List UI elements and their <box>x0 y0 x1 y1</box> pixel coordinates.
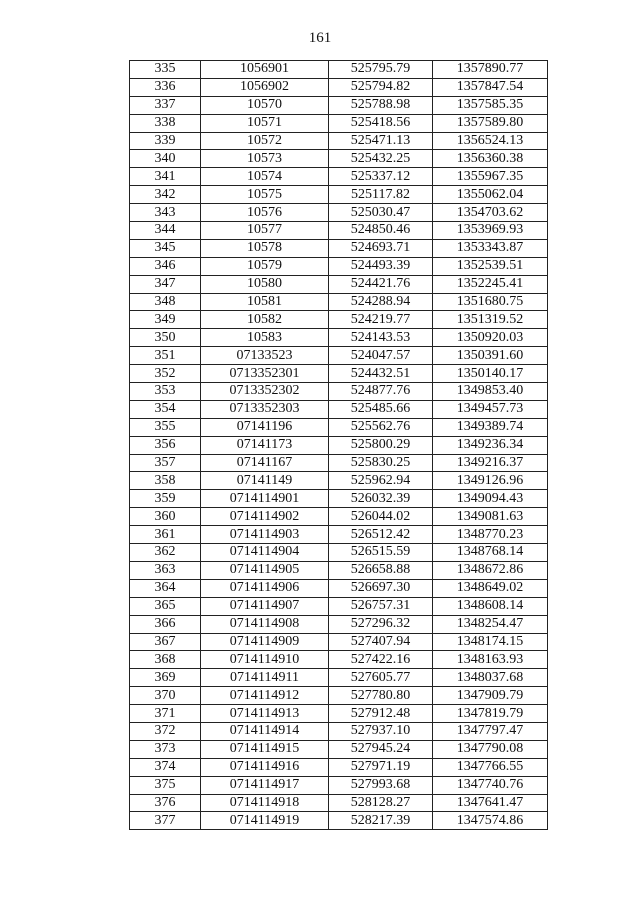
point-id-cell: 0714114919 <box>201 812 329 830</box>
table-row <box>130 365 548 383</box>
y-coordinate-cell: 1348672.86 <box>433 561 548 579</box>
point-id-cell: 1056902 <box>201 78 329 96</box>
table-row <box>130 400 548 418</box>
row-number-cell: 354 <box>130 400 201 418</box>
x-coordinate-cell: 524693.71 <box>329 239 433 257</box>
x-coordinate-cell: 525432.25 <box>329 150 433 168</box>
y-coordinate-cell: 1348649.02 <box>433 579 548 597</box>
point-id-cell: 0714114901 <box>201 490 329 508</box>
table-row <box>130 96 548 114</box>
point-id-cell: 0714114910 <box>201 651 329 669</box>
x-coordinate-cell: 526512.42 <box>329 526 433 544</box>
x-coordinate-cell: 527945.24 <box>329 740 433 758</box>
x-coordinate-cell: 525418.56 <box>329 114 433 132</box>
x-coordinate-cell: 527912.48 <box>329 705 433 723</box>
x-coordinate-cell: 528128.27 <box>329 794 433 812</box>
y-coordinate-cell: 1356360.38 <box>433 150 548 168</box>
x-coordinate-cell: 524288.94 <box>329 293 433 311</box>
table-row <box>130 204 548 222</box>
y-coordinate-cell: 1349081.63 <box>433 508 548 526</box>
table-row <box>130 436 548 454</box>
x-coordinate-cell: 525795.79 <box>329 61 433 79</box>
table-row <box>130 615 548 633</box>
y-coordinate-cell: 1348037.68 <box>433 669 548 687</box>
row-number-cell: 364 <box>130 579 201 597</box>
y-coordinate-cell: 1348770.23 <box>433 526 548 544</box>
x-coordinate-cell: 526697.30 <box>329 579 433 597</box>
y-coordinate-cell: 1353343.87 <box>433 239 548 257</box>
row-number-cell: 351 <box>130 347 201 365</box>
row-number-cell: 370 <box>130 687 201 705</box>
table-row <box>130 669 548 687</box>
y-coordinate-cell: 1347797.47 <box>433 722 548 740</box>
x-coordinate-cell: 525800.29 <box>329 436 433 454</box>
table-row <box>130 61 548 79</box>
table-row <box>130 472 548 490</box>
x-coordinate-cell: 524143.53 <box>329 329 433 347</box>
point-id-cell: 10573 <box>201 150 329 168</box>
x-coordinate-cell: 525485.66 <box>329 400 433 418</box>
row-number-cell: 369 <box>130 669 201 687</box>
y-coordinate-cell: 1351319.52 <box>433 311 548 329</box>
row-number-cell: 375 <box>130 776 201 794</box>
point-id-cell: 10582 <box>201 311 329 329</box>
point-id-cell: 0714114903 <box>201 526 329 544</box>
table-row <box>130 186 548 204</box>
table-row <box>130 544 548 562</box>
x-coordinate-cell: 525030.47 <box>329 204 433 222</box>
row-number-cell: 363 <box>130 561 201 579</box>
point-id-cell: 0714114902 <box>201 508 329 526</box>
row-number-cell: 359 <box>130 490 201 508</box>
y-coordinate-cell: 1347819.79 <box>433 705 548 723</box>
y-coordinate-cell: 1357847.54 <box>433 78 548 96</box>
row-number-cell: 339 <box>130 132 201 150</box>
page-number: 161 <box>308 30 332 46</box>
point-id-cell: 10579 <box>201 257 329 275</box>
x-coordinate-cell: 525117.82 <box>329 186 433 204</box>
table-row <box>130 705 548 723</box>
row-number-cell: 376 <box>130 794 201 812</box>
table-row <box>130 257 548 275</box>
point-id-cell: 07141196 <box>201 418 329 436</box>
y-coordinate-cell: 1349236.34 <box>433 436 548 454</box>
point-id-cell: 10583 <box>201 329 329 347</box>
point-id-cell: 10578 <box>201 239 329 257</box>
table-row <box>130 275 548 293</box>
x-coordinate-cell: 525794.82 <box>329 78 433 96</box>
x-coordinate-cell: 527780.80 <box>329 687 433 705</box>
point-id-cell: 0714114909 <box>201 633 329 651</box>
point-id-cell: 0714114915 <box>201 740 329 758</box>
x-coordinate-cell: 525830.25 <box>329 454 433 472</box>
y-coordinate-cell: 1349126.96 <box>433 472 548 490</box>
point-id-cell: 0714114916 <box>201 758 329 776</box>
table-row <box>130 758 548 776</box>
row-number-cell: 372 <box>130 722 201 740</box>
table-body <box>130 61 548 830</box>
y-coordinate-cell: 1349389.74 <box>433 418 548 436</box>
row-number-cell: 337 <box>130 96 201 114</box>
table-row <box>130 597 548 615</box>
row-number-cell: 373 <box>130 740 201 758</box>
row-number-cell: 338 <box>130 114 201 132</box>
x-coordinate-cell: 527993.68 <box>329 776 433 794</box>
point-id-cell: 0714114914 <box>201 722 329 740</box>
y-coordinate-cell: 1357585.35 <box>433 96 548 114</box>
row-number-cell: 345 <box>130 239 201 257</box>
x-coordinate-cell: 527422.16 <box>329 651 433 669</box>
point-id-cell: 07141149 <box>201 472 329 490</box>
x-coordinate-cell: 525962.94 <box>329 472 433 490</box>
point-id-cell: 10576 <box>201 204 329 222</box>
row-number-cell: 355 <box>130 418 201 436</box>
table-row <box>130 347 548 365</box>
x-coordinate-cell: 524047.57 <box>329 347 433 365</box>
y-coordinate-cell: 1347766.55 <box>433 758 548 776</box>
table-row <box>130 132 548 150</box>
point-id-cell: 10577 <box>201 222 329 240</box>
row-number-cell: 362 <box>130 544 201 562</box>
point-id-cell: 0714114904 <box>201 544 329 562</box>
point-id-cell: 1056901 <box>201 61 329 79</box>
y-coordinate-cell: 1357589.80 <box>433 114 548 132</box>
point-id-cell: 10581 <box>201 293 329 311</box>
y-coordinate-cell: 1350920.03 <box>433 329 548 347</box>
row-number-cell: 358 <box>130 472 201 490</box>
y-coordinate-cell: 1353969.93 <box>433 222 548 240</box>
row-number-cell: 368 <box>130 651 201 669</box>
row-number-cell: 342 <box>130 186 201 204</box>
row-number-cell: 335 <box>130 61 201 79</box>
x-coordinate-cell: 524421.76 <box>329 275 433 293</box>
table-row <box>130 311 548 329</box>
y-coordinate-cell: 1347740.76 <box>433 776 548 794</box>
x-coordinate-cell: 526032.39 <box>329 490 433 508</box>
x-coordinate-cell: 527971.19 <box>329 758 433 776</box>
table-row <box>130 722 548 740</box>
table-row <box>130 418 548 436</box>
x-coordinate-cell: 524493.39 <box>329 257 433 275</box>
table-row <box>130 794 548 812</box>
row-number-cell: 374 <box>130 758 201 776</box>
row-number-cell: 361 <box>130 526 201 544</box>
table-row <box>130 78 548 96</box>
x-coordinate-cell: 526515.59 <box>329 544 433 562</box>
point-id-cell: 10580 <box>201 275 329 293</box>
y-coordinate-cell: 1350391.60 <box>433 347 548 365</box>
table-row <box>130 239 548 257</box>
x-coordinate-cell: 528217.39 <box>329 812 433 830</box>
y-coordinate-cell: 1347909.79 <box>433 687 548 705</box>
table-row <box>130 454 548 472</box>
x-coordinate-cell: 526044.02 <box>329 508 433 526</box>
table-row <box>130 776 548 794</box>
point-id-cell: 10574 <box>201 168 329 186</box>
table-row <box>130 526 548 544</box>
table-row <box>130 150 548 168</box>
x-coordinate-cell: 525471.13 <box>329 132 433 150</box>
x-coordinate-cell: 524219.77 <box>329 311 433 329</box>
y-coordinate-cell: 1349094.43 <box>433 490 548 508</box>
row-number-cell: 336 <box>130 78 201 96</box>
y-coordinate-cell: 1356524.13 <box>433 132 548 150</box>
row-number-cell: 340 <box>130 150 201 168</box>
y-coordinate-cell: 1347790.08 <box>433 740 548 758</box>
y-coordinate-cell: 1352539.51 <box>433 257 548 275</box>
table-row <box>130 490 548 508</box>
x-coordinate-cell: 525788.98 <box>329 96 433 114</box>
row-number-cell: 348 <box>130 293 201 311</box>
row-number-cell: 360 <box>130 508 201 526</box>
row-number-cell: 353 <box>130 383 201 401</box>
y-coordinate-cell: 1354703.62 <box>433 204 548 222</box>
x-coordinate-cell: 524850.46 <box>329 222 433 240</box>
point-id-cell: 0713352303 <box>201 400 329 418</box>
row-number-cell: 349 <box>130 311 201 329</box>
point-id-cell: 0714114905 <box>201 561 329 579</box>
point-id-cell: 0714114911 <box>201 669 329 687</box>
point-id-cell: 0713352301 <box>201 365 329 383</box>
table-row <box>130 561 548 579</box>
x-coordinate-cell: 527407.94 <box>329 633 433 651</box>
y-coordinate-cell: 1348608.14 <box>433 597 548 615</box>
y-coordinate-cell: 1349853.40 <box>433 383 548 401</box>
y-coordinate-cell: 1348163.93 <box>433 651 548 669</box>
table-row <box>130 383 548 401</box>
x-coordinate-cell: 526658.88 <box>329 561 433 579</box>
y-coordinate-cell: 1349457.73 <box>433 400 548 418</box>
y-coordinate-cell: 1350140.17 <box>433 365 548 383</box>
point-id-cell: 0714114917 <box>201 776 329 794</box>
row-number-cell: 343 <box>130 204 201 222</box>
x-coordinate-cell: 527296.32 <box>329 615 433 633</box>
y-coordinate-cell: 1355967.35 <box>433 168 548 186</box>
row-number-cell: 377 <box>130 812 201 830</box>
row-number-cell: 356 <box>130 436 201 454</box>
y-coordinate-cell: 1348768.14 <box>433 544 548 562</box>
table-row <box>130 687 548 705</box>
y-coordinate-cell: 1348254.47 <box>433 615 548 633</box>
table-row <box>130 633 548 651</box>
row-number-cell: 344 <box>130 222 201 240</box>
table-row <box>130 508 548 526</box>
point-id-cell: 0714114918 <box>201 794 329 812</box>
x-coordinate-cell: 527605.77 <box>329 669 433 687</box>
table-row <box>130 293 548 311</box>
row-number-cell: 346 <box>130 257 201 275</box>
y-coordinate-cell: 1352245.41 <box>433 275 548 293</box>
coordinates-table <box>129 60 548 830</box>
row-number-cell: 367 <box>130 633 201 651</box>
point-id-cell: 10575 <box>201 186 329 204</box>
table-row <box>130 812 548 830</box>
y-coordinate-cell: 1347641.47 <box>433 794 548 812</box>
row-number-cell: 347 <box>130 275 201 293</box>
point-id-cell: 07141173 <box>201 436 329 454</box>
x-coordinate-cell: 526757.31 <box>329 597 433 615</box>
point-id-cell: 07133523 <box>201 347 329 365</box>
row-number-cell: 352 <box>130 365 201 383</box>
row-number-cell: 341 <box>130 168 201 186</box>
table-row <box>130 114 548 132</box>
point-id-cell: 10570 <box>201 96 329 114</box>
table-row <box>130 329 548 347</box>
row-number-cell: 366 <box>130 615 201 633</box>
y-coordinate-cell: 1355062.04 <box>433 186 548 204</box>
point-id-cell: 07141167 <box>201 454 329 472</box>
table-row <box>130 579 548 597</box>
y-coordinate-cell: 1347574.86 <box>433 812 548 830</box>
row-number-cell: 365 <box>130 597 201 615</box>
point-id-cell: 0713352302 <box>201 383 329 401</box>
row-number-cell: 371 <box>130 705 201 723</box>
point-id-cell: 0714114912 <box>201 687 329 705</box>
x-coordinate-cell: 524877.76 <box>329 383 433 401</box>
point-id-cell: 10572 <box>201 132 329 150</box>
point-id-cell: 0714114907 <box>201 597 329 615</box>
x-coordinate-cell: 525562.76 <box>329 418 433 436</box>
y-coordinate-cell: 1351680.75 <box>433 293 548 311</box>
table-row <box>130 740 548 758</box>
x-coordinate-cell: 524432.51 <box>329 365 433 383</box>
y-coordinate-cell: 1348174.15 <box>433 633 548 651</box>
point-id-cell: 10571 <box>201 114 329 132</box>
y-coordinate-cell: 1349216.37 <box>433 454 548 472</box>
row-number-cell: 357 <box>130 454 201 472</box>
table-row <box>130 168 548 186</box>
point-id-cell: 0714114908 <box>201 615 329 633</box>
table-row <box>130 651 548 669</box>
x-coordinate-cell: 525337.12 <box>329 168 433 186</box>
table-row <box>130 222 548 240</box>
y-coordinate-cell: 1357890.77 <box>433 61 548 79</box>
point-id-cell: 0714114913 <box>201 705 329 723</box>
row-number-cell: 350 <box>130 329 201 347</box>
point-id-cell: 0714114906 <box>201 579 329 597</box>
x-coordinate-cell: 527937.10 <box>329 722 433 740</box>
